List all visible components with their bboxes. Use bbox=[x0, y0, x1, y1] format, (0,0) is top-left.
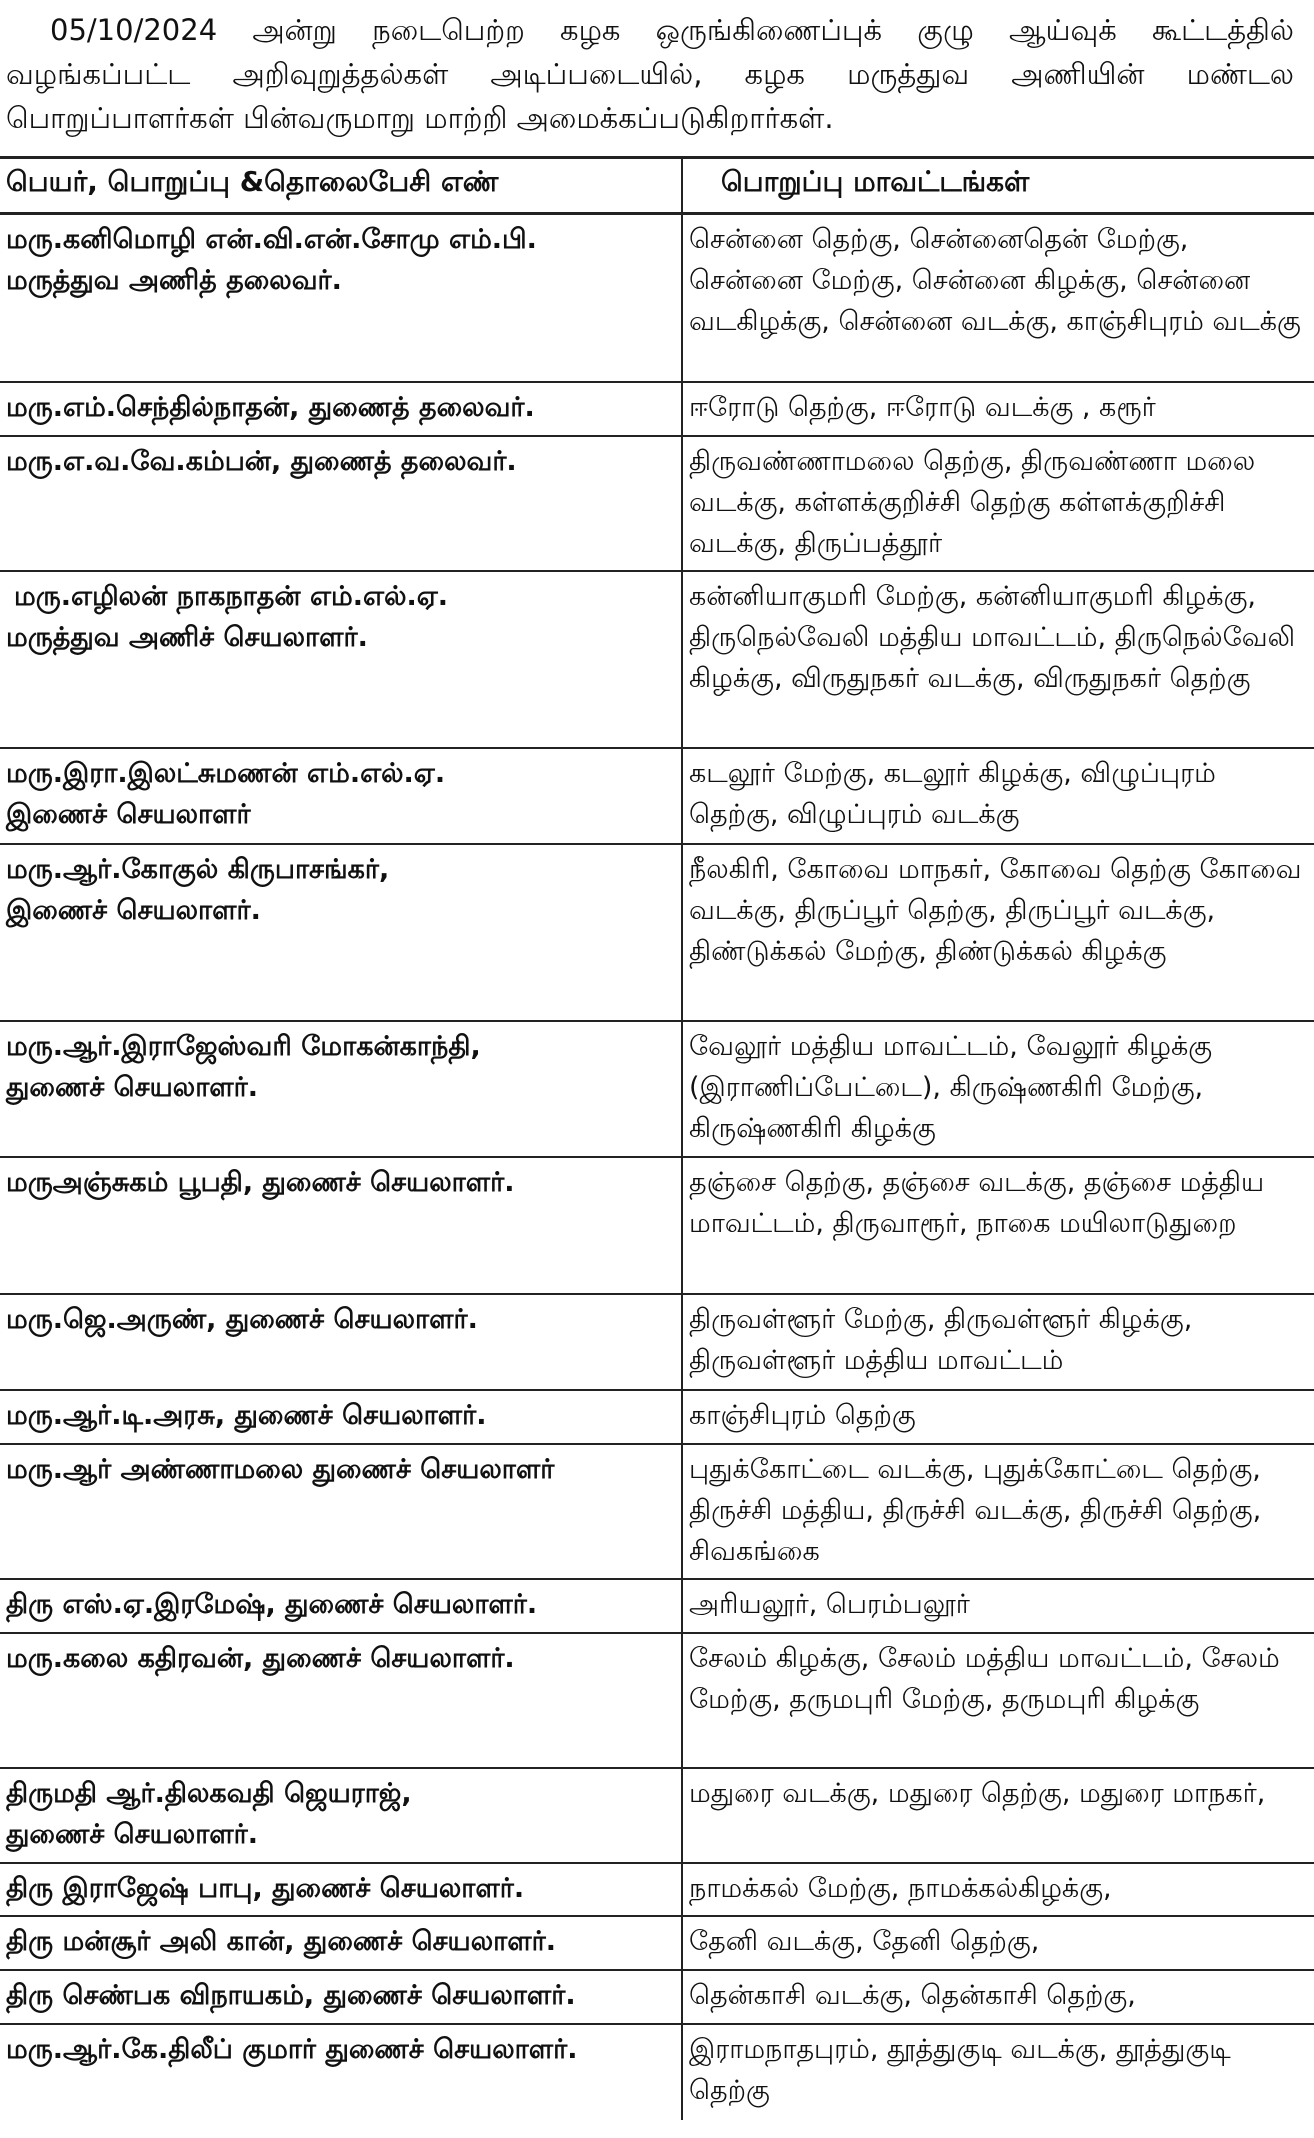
table-row bbox=[0, 1157, 1314, 1294]
districts-cell: திருவள்ளூர் மேற்கு, திருவள்ளூர் கிழக்கு, திருவள்ளூர் மத்திய மாவட்டம் bbox=[682, 1294, 1314, 1390]
person-role: இணைச் செயலாளர். bbox=[6, 894, 261, 926]
table-row bbox=[0, 1633, 1314, 1768]
districts-cell: வேலூர் மத்திய மாவட்டம், வேலூர் கிழக்கு (இராணிப்பேட்டை), கிருஷ்ணகிரி மேற்கு, கிருஷ்ணகிரி கிழக்கு bbox=[682, 1021, 1314, 1157]
table-row bbox=[0, 1444, 1314, 1579]
person-cell bbox=[0, 1633, 682, 1768]
person-name: திருமதி ஆர்.திலகவதி ஜெயராஜ், bbox=[6, 1777, 412, 1809]
person-cell bbox=[0, 1916, 682, 1970]
person-cell bbox=[0, 382, 682, 436]
person-cell bbox=[0, 571, 682, 748]
table-row bbox=[0, 1021, 1314, 1157]
table-header-row bbox=[0, 158, 1314, 214]
person-name: திரு இராஜேஷ் பாபு, துணைச் செயலாளர். bbox=[6, 1872, 525, 1904]
responsibilities-table bbox=[0, 156, 1314, 2120]
person-name: மரு.எம்.செந்தில்நாதன், துணைத் தலைவர். bbox=[6, 391, 535, 423]
person-cell bbox=[0, 436, 682, 571]
table-row bbox=[0, 1294, 1314, 1390]
table-row bbox=[0, 1863, 1314, 1916]
districts-cell: சேலம் கிழக்கு, சேலம் மத்திய மாவட்டம், சேலம் மேற்கு, தருமபுரி மேற்கு, தருமபுரி கிழக்கு bbox=[682, 1633, 1314, 1768]
districts-cell: நீலகிரி, கோவை மாநகர், கோவை தெற்கு கோவை வடக்கு, திருப்பூர் தெற்கு, திருப்பூர் வடக்கு, திண்டுக்கல் மேற்கு, திண்டுக்கல் கிழக்கு bbox=[682, 844, 1314, 1021]
person-cell bbox=[0, 1021, 682, 1157]
districts-cell: தேனி வடக்கு, தேனி தெற்கு, bbox=[682, 1916, 1314, 1970]
table-row bbox=[0, 571, 1314, 748]
districts-cell: புதுக்கோட்டை வடக்கு, புதுக்கோட்டை தெற்கு, திருச்சி மத்திய, திருச்சி வடக்கு, திருச்சி தெற்கு, சிவகங்கை bbox=[682, 1444, 1314, 1579]
person-cell bbox=[0, 1444, 682, 1579]
districts-cell: இராமநாதபுரம், தூத்துகுடி வடக்கு, தூத்துகுடி தெற்கு bbox=[689, 2033, 1231, 2106]
person-name: மரு.கலை கதிரவன், துணைச் செயலாளர். bbox=[6, 1642, 515, 1674]
districts-cell: கன்னியாகுமரி மேற்கு, கன்னியாகுமரி கிழக்கு, திருநெல்வேலி மத்திய மாவட்டம், திருநெல்வேலி கிழக்கு, விருதுநகர் வடக்கு, விருதுநகர் தெற்கு bbox=[682, 571, 1314, 748]
person-role: மருத்துவ அணித் தலைவர். bbox=[6, 265, 342, 296]
person-name: திரு மன்சூர் அலி கான், துணைச் செயலாளர். bbox=[6, 1925, 556, 1957]
header-districts: பொறுப்பு மாவட்டங்கள் bbox=[682, 158, 1314, 214]
person-name: திரு செண்பக விநாயகம், துணைச் செயலாளர். bbox=[6, 1979, 576, 2011]
person-cell bbox=[0, 844, 682, 1021]
table-row bbox=[0, 1579, 1314, 1633]
person-cell bbox=[0, 2024, 682, 2120]
person-role: துணைச் செயலாளர். bbox=[6, 1818, 259, 1850]
districts-cell: கடலூர் மேற்கு, கடலூர் கிழக்கு, விழுப்புரம் தெற்கு, விழுப்புரம் வடக்கு bbox=[682, 748, 1314, 844]
table-row bbox=[0, 214, 1314, 382]
districts-cell: அரியலூர், பெரம்பலூர் bbox=[682, 1579, 1314, 1633]
person-role: மருத்துவ அணிச் செயலாளர். bbox=[6, 621, 368, 653]
person-cell bbox=[0, 748, 682, 844]
person-name: மருஅஞ்சுகம் பூபதி, துணைச் செயலாளர். bbox=[6, 1166, 515, 1198]
person-cell bbox=[0, 1157, 682, 1294]
person-cell bbox=[0, 1579, 682, 1633]
person-role: இணைச் செயலாளர் bbox=[6, 798, 251, 830]
districts-cell: தென்காசி வடக்கு, தென்காசி தெற்கு, bbox=[682, 1970, 1314, 2024]
table-row bbox=[0, 1768, 1314, 1863]
person-name: மரு.ஆர் அண்ணாமலை துணைச் செயலாளர் bbox=[6, 1453, 555, 1485]
person-name: மரு.இரா.இலட்சுமணன் எம்.எல்.ஏ. bbox=[6, 757, 446, 789]
districts-cell: ஈரோடு தெற்கு, ஈரோடு வடக்கு , கரூர் bbox=[682, 382, 1314, 436]
districts-cell: நாமக்கல் மேற்கு, நாமக்கல்கிழக்கு, bbox=[682, 1863, 1314, 1916]
person-name: மரு.ஆர்.இராஜேஸ்வரி மோகன்காந்தி, bbox=[6, 1030, 481, 1062]
person-cell bbox=[0, 1294, 682, 1390]
intro-paragraph: 05/10/2024 அன்று நடைபெற்ற கழக ஒருங்கிணைப்புக் குழு ஆய்வுக் கூட்டத்தில் வழங்கப்பட்ட அறிவுறுத்தல்கள் அடிப்படையில், கழக மருத்துவ அணியின் மண்டல பொறுப்பாளர்கள் பின்வருமாறு மாற்றி அமைக்கப்படுகிறார்கள். bbox=[6, 13, 1294, 135]
table-row bbox=[0, 2024, 1314, 2120]
districts-cell: காஞ்சிபுரம் தெற்கு bbox=[682, 1390, 1314, 1444]
person-name: மரு.ஆர்.கோகுல் கிருபாசங்கர், bbox=[6, 853, 390, 885]
table-row bbox=[0, 382, 1314, 436]
districts-cell: மதுரை வடக்கு, மதுரை தெற்கு, மதுரை மாநகர், bbox=[682, 1768, 1314, 1863]
person-cell bbox=[0, 214, 682, 382]
table-row bbox=[0, 436, 1314, 571]
table-row bbox=[0, 1390, 1314, 1444]
person-name: மரு.ஆர்.கே.திலீப் குமார் துணைச் செயலாளர். bbox=[6, 2033, 578, 2065]
person-name: மரு.எ.வ.வே.கம்பன், துணைத் தலைவர். bbox=[6, 445, 517, 477]
person-cell bbox=[0, 1390, 682, 1444]
table-row bbox=[0, 844, 1314, 1021]
districts-cell: தஞ்சை தெற்கு, தஞ்சை வடக்கு, தஞ்சை மத்திய மாவட்டம், திருவாரூர், நாகை மயிலாடுதுறை bbox=[682, 1157, 1314, 1294]
person-cell bbox=[0, 1863, 682, 1916]
table-row bbox=[0, 748, 1314, 844]
header-name-role-phone: பெயர், பொறுப்பு &தொலைபேசி எண் bbox=[0, 158, 682, 214]
districts-cell: சென்னை தெற்கு, சென்னைதென் மேற்கு, சென்னை மேற்கு, சென்னை கிழக்கு, சென்னை வடகிழக்கு, சென்னை வடக்கு, காஞ்சிபுரம் வடக்கு bbox=[682, 214, 1314, 382]
table-row bbox=[0, 1970, 1314, 2024]
person-role: துணைச் செயலாளர். bbox=[6, 1071, 259, 1103]
person-name: மரு.எழிலன் நாகநாதன் எம்.எல்.ஏ. bbox=[14, 580, 449, 612]
person-name: மரு.ஆர்.டி.அரசு, துணைச் செயலாளர். bbox=[6, 1399, 487, 1431]
table-row bbox=[0, 1916, 1314, 1970]
districts-cell: திருவண்ணாமலை தெற்கு, திருவண்ணா மலை வடக்கு, கள்ளக்குறிச்சி தெற்கு கள்ளக்குறிச்சி வடக்கு, திருப்பத்தூர் bbox=[682, 436, 1314, 571]
person-name: மரு.ஜெ.அருண், துணைச் செயலாளர். bbox=[6, 1303, 478, 1335]
person-name: திரு எஸ்.ஏ.இரமேஷ், துணைச் செயலாளர். bbox=[6, 1588, 538, 1620]
person-cell bbox=[0, 1768, 682, 1863]
person-name: மரு.கனிமொழி என்.வி.என்.சோமு எம்.பி. bbox=[6, 224, 537, 255]
person-cell bbox=[0, 1970, 682, 2024]
